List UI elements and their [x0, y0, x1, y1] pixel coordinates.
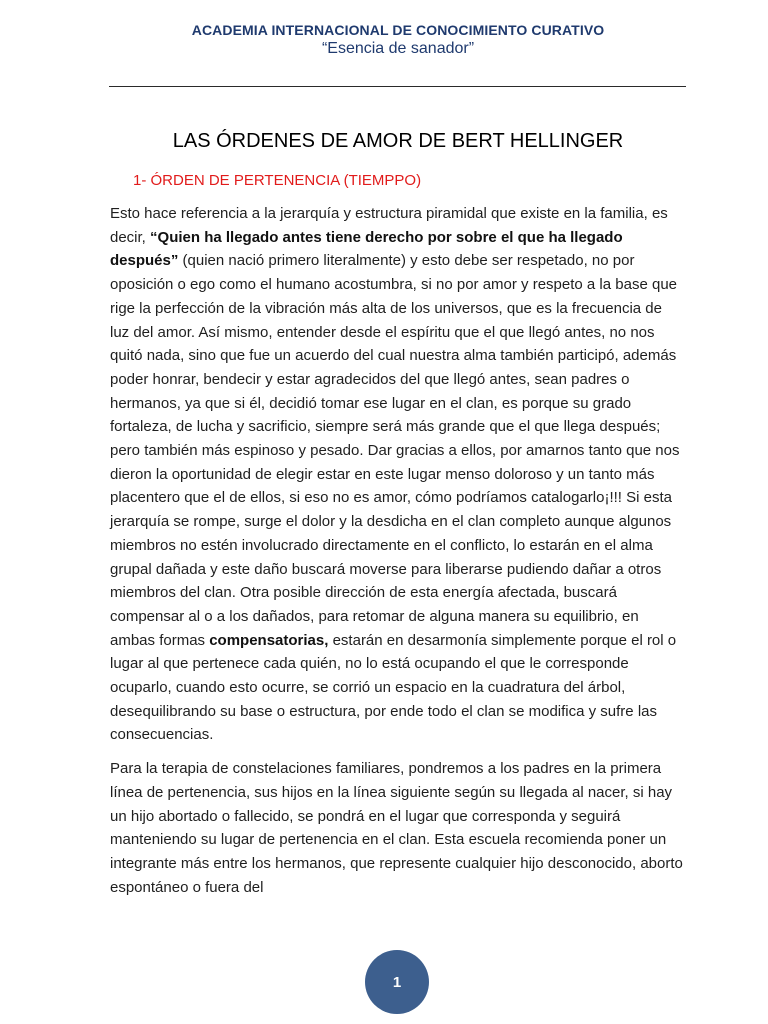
paragraph-1-text-a: Esto hace referencia a la jerarquía y estructura piramidal que existe en la familia, es decir,: [110, 205, 668, 246]
paragraph-1-bold-quote: “Quien ha llegado antes tiene derecho por sobre el que ha llegado después”: [110, 228, 623, 270]
paragraph-2: Para la terapia de constelaciones familiares, pondremos a los padres en la primera línea de pertenencia, sus hijos en la línea siguiente según su llegada al nacer, si hay un hijo abortado o fallecido, se pondrá en el lugar que corresponda y seguirá manteniendo su lugar de pertenencia en el clan. Esta escuela recomienda poner un integrante más entre los hermanos, que represente cualquier hijo desconocido, aborto espontáneo o fuera del: [110, 760, 683, 896]
page-number-badge: [365, 950, 429, 1014]
organization-tagline: “Esencia de sanador”: [321, 40, 475, 57]
paragraph-1-bold-term: compensatorias,: [209, 631, 329, 649]
document-header: [0, 22, 768, 58]
page-number: 1: [392, 973, 402, 991]
document-title: LAS ÓRDENES DE AMOR DE BERT HELLINGER: [172, 130, 624, 152]
header-divider: [109, 86, 686, 87]
document-body: [110, 202, 685, 909]
paragraph-1-text-b: (quien nació primero literalmente) y esto debe ser respetado, no por oposición o ego como el humano acostumbra, si no por amor y respeto a la base que rige la perfección de la vibración más alta de los universos, que es la frecuencia de luz del amor. Así mismo, entender desde el espíritu que el que llegó antes, no nos quitó nada, sino que fue un acuerdo del cual nuestra alma también participó, además poder honrar, bendecir y estar agradecidos del que llegó antes, sean padres o hermanos, ya que si él, decidió tomar ese lugar en el clan, es porque su grado fortaleza, de lucha y sacrificio, siempre será más grande que el que llega después; pero también más espinoso y pesado. Dar gracias a ellos, por amarnos tanto que nos dieron la oportunidad de elegir estar en este lugar menso doloroso y un tanto más placentero que el de ellos, si eso no es amor, cómo podríamos catalogarlo¡!!! Si esta jerarquía se rompe, surge el dolor y la desdicha en el clan completo aunque algunos miembros no estén involucrado directamente en el conflicto, lo estarán en el alma grupal dañada y este daño buscará moverse para liberarse pudiendo dañar a otros miembros del clan. Otra posible dirección de esta energía afectada, buscará compensar al o a los dañados, para retomar de alguna manera su equilibrio, en ambas formas: [110, 252, 680, 649]
organization-name: ACADEMIA INTERNACIONAL DE CONOCIMIENTO CURATIVO: [191, 22, 605, 38]
section-heading: 1- ÓRDEN DE PERTENENCIA (TIEMPPO): [133, 172, 422, 189]
paragraph-1: [110, 202, 685, 747]
paragraph-1-text-c: estarán en desarmonía simplemente porque el rol o lugar al que pertenece cada quién, no lo está ocupando el que le corresponde ocuparlo, cuando esto ocurre, se corrió un espacio en la cuadratura del árbol, desequilibrando su base o estructura, por ende todo el clan se modifica y sufre las consecuencias.: [110, 631, 677, 744]
